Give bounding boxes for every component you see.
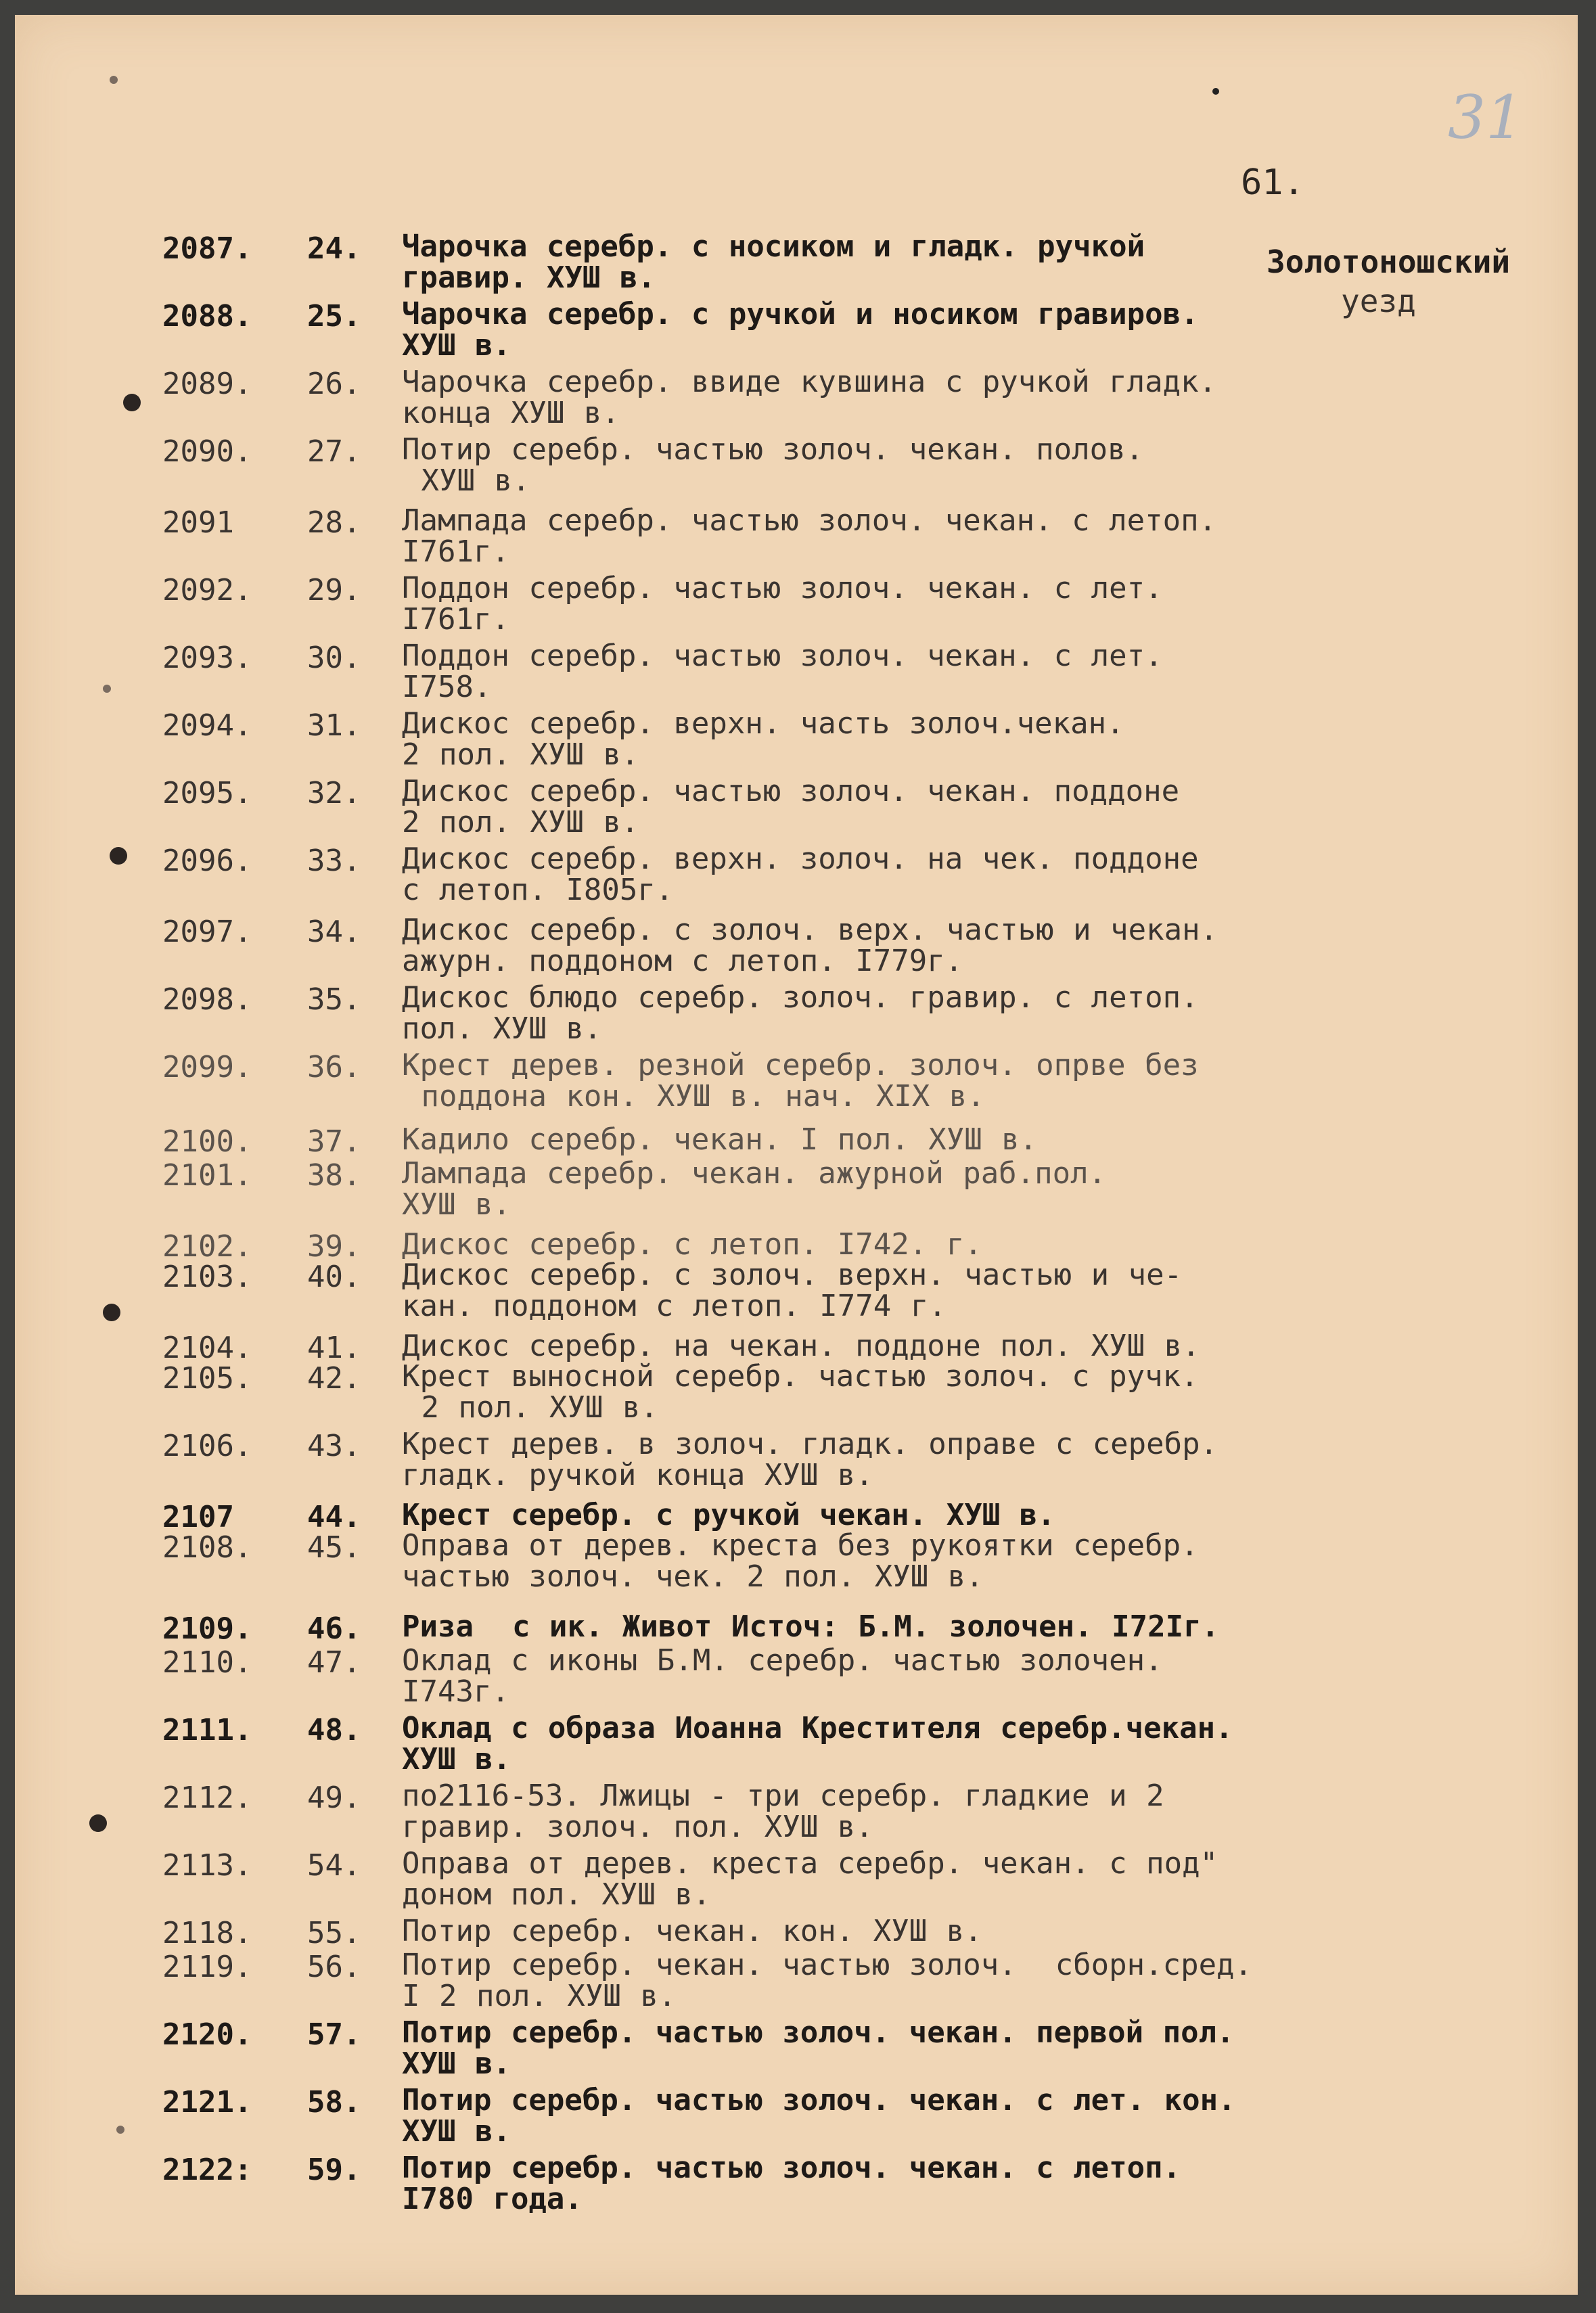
item-description: Дискос серебр. на чекан. поддоне пол. ХУШ в. [402, 1329, 1200, 1363]
item-number: 30. [307, 641, 361, 675]
inventory-number: 2096. [162, 844, 252, 878]
item-number: 54. [307, 1848, 361, 1883]
item-number: 42. [307, 1361, 361, 1396]
item-number: 29. [307, 573, 361, 608]
inventory-number: 2118. [162, 1916, 252, 1950]
item-number: 25. [307, 299, 361, 334]
inventory-row [15, 1530, 1578, 1598]
inventory-row [15, 708, 1578, 776]
item-number: 39. [307, 1229, 361, 1264]
item-description: Дискос серебр. верхн. золоч. на чек. поддоне с летоп. I805г. [402, 842, 1199, 907]
item-description: Дискос серебр. с золоч. верх. частью и чекан. ажурн. поддоном с летоп. I779г. [402, 913, 1218, 978]
inventory-number: 2109. [162, 1611, 252, 1646]
item-description: Потир серебр. частью золоч. чекан. с лет. кон. ХУШ в. [402, 2083, 1236, 2149]
item-description: Дискос серебр. с летоп. I742. г. [402, 1227, 982, 1262]
item-description: Чарочка серебр. с ручкой и носиком гравиров. ХУШ в. [402, 297, 1199, 363]
punch-hole [110, 847, 127, 865]
inventory-number: 2088. [162, 299, 252, 334]
inventory-number: 2102. [162, 1229, 252, 1264]
item-description: Оправа от дерев. креста без рукоятки серебр. частью золоч. чек. 2 пол. ХУШ в. [402, 1528, 1199, 1594]
item-number: 27. [307, 434, 361, 469]
inventory-row [15, 1848, 1578, 1916]
paper-speck [103, 685, 111, 693]
archive-page-number: 31 [1448, 83, 1524, 152]
document-page [15, 15, 1578, 2295]
item-number: 48. [307, 1713, 361, 1747]
item-description: Дискос серебр. частью золоч. чекан. поддоне 2 пол. ХУШ в. [402, 774, 1180, 840]
inventory-number: 2097. [162, 915, 252, 949]
inventory-number: 2092. [162, 573, 252, 608]
inventory-number: 2103. [162, 1260, 252, 1294]
inventory-number: 2099. [162, 1050, 252, 1084]
item-number: 35. [307, 982, 361, 1017]
item-description: Чарочка серебр. с носиком и гладк. ручкой гравир. ХУШ в. [402, 229, 1145, 295]
item-description: Потир серебр. частью золоч. чекан. полов. ХУШ в. [402, 432, 1144, 498]
item-description: Потир серебр. частью золоч. чекан. с летоп. I780 года. [402, 2151, 1181, 2216]
item-number: 56. [307, 1950, 361, 1984]
punch-hole [123, 394, 141, 411]
ink-dot [1212, 88, 1219, 95]
inventory-row [15, 1260, 1578, 1327]
inventory-row [15, 1950, 1578, 2017]
inventory-row [15, 2017, 1578, 2085]
inventory-number: 2090. [162, 434, 252, 469]
inventory-number: 2111. [162, 1713, 252, 1747]
inventory-number: 2100. [162, 1124, 252, 1159]
inventory-row [15, 2085, 1578, 2153]
item-description: Поддон серебр. частью золоч. чекан. с лет. I758. [402, 639, 1163, 704]
item-number: 26. [307, 367, 361, 401]
district-name: Золотоношский [1267, 244, 1511, 280]
inventory-row [15, 434, 1578, 502]
item-number: 45. [307, 1530, 361, 1565]
item-description: Потир серебр. чекан. частью золоч. сборн.сред. I 2 пол. ХУШ в. [402, 1948, 1253, 2013]
inventory-row [15, 1050, 1578, 1118]
inventory-row [15, 1713, 1578, 1781]
item-number: 46. [307, 1611, 361, 1646]
inventory-row [15, 1429, 1578, 1496]
item-description: Крест дерев. в золоч. гладк. оправе с серебр. гладк. ручкой конца ХУШ в. [402, 1427, 1218, 1492]
item-number: 24. [307, 231, 361, 266]
item-description: Потир серебр. частью золоч. чекан. первой пол. ХУШ в. [402, 2015, 1235, 2081]
item-description: по2116-53. Лжицы - три серебр. гладкие и 2 гравир. золоч. пол. ХУШ в. [402, 1779, 1164, 1844]
item-description: Потир серебр. чекан. кон. ХУШ в. [402, 1914, 982, 1948]
item-number: 32. [307, 776, 361, 810]
inventory-number: 2113. [162, 1848, 252, 1883]
inventory-number: 2093. [162, 641, 252, 675]
inventory-number: 2094. [162, 708, 252, 743]
item-number: 47. [307, 1645, 361, 1680]
item-number: 36. [307, 1050, 361, 1084]
inventory-number: 2108. [162, 1530, 252, 1565]
inventory-row [15, 915, 1578, 982]
inventory-number: 2120. [162, 2017, 252, 2052]
inventory-row [15, 641, 1578, 708]
item-description: Кадило серебр. чекан. I пол. ХУШ в. [402, 1122, 1038, 1157]
item-description: Чарочка серебр. ввиде кувшина с ручкой гладк. конца ХУШ в. [402, 365, 1217, 430]
inventory-row [15, 982, 1578, 1050]
punch-hole [103, 1304, 120, 1321]
inventory-number: 2095. [162, 776, 252, 810]
inventory-row [15, 1158, 1578, 1226]
paper-speck [110, 76, 118, 84]
item-number: 59. [307, 2153, 361, 2187]
item-number: 43. [307, 1429, 361, 1463]
item-number: 58. [307, 2085, 361, 2120]
item-number: 49. [307, 1781, 361, 1815]
inventory-number: 2104. [162, 1331, 252, 1365]
inventory-row [15, 844, 1578, 911]
item-number: 28. [307, 505, 361, 540]
item-number: 41. [307, 1331, 361, 1365]
paper-speck [116, 2126, 124, 2134]
district-sub: уезд [1341, 283, 1416, 319]
item-number: 55. [307, 1916, 361, 1950]
inventory-number: 2101. [162, 1158, 252, 1193]
item-description: Оклад с образа Иоанна Крестителя серебр.чекан. ХУШ в. [402, 1711, 1233, 1777]
item-description: Дискос блюдо серебр. золоч. гравир. с летоп. пол. ХУШ в. [402, 980, 1199, 1046]
item-description: Крест серебр. с ручкой чекан. ХУШ в. [402, 1498, 1055, 1532]
item-description: Лампада серебр. чекан. ажурной раб.пол. ХУШ в. [402, 1156, 1107, 1222]
item-description: Оправа от дерев. креста серебр. чекан. с под" доном пол. ХУШ в. [402, 1846, 1218, 1912]
item-number: 34. [307, 915, 361, 949]
inventory-row [15, 1645, 1578, 1713]
item-description: Дискос серебр. с золоч. верхн. частью и че- кан. поддоном с летоп. I774 г. [402, 1258, 1183, 1323]
inventory-number: 2122: [162, 2153, 252, 2187]
item-description: Дискос серебр. верхн. часть золоч.чекан. 2 пол. ХУШ в. [402, 706, 1124, 772]
inventory-number: 2091 [162, 505, 234, 540]
inventory-number: 2089. [162, 367, 252, 401]
item-number: 40. [307, 1260, 361, 1294]
item-number: 57. [307, 2017, 361, 2052]
item-description: Лампада серебр. частью золоч. чекан. с летоп. I761г. [402, 503, 1217, 569]
item-number: 37. [307, 1124, 361, 1159]
inventory-number: 2107 [162, 1500, 234, 1534]
inventory-number: 2121. [162, 2085, 252, 2120]
item-number: 33. [307, 844, 361, 878]
inventory-number: 2110. [162, 1645, 252, 1680]
inventory-number: 2119. [162, 1950, 252, 1984]
inventory-number: 2098. [162, 982, 252, 1017]
item-number: 31. [307, 708, 361, 743]
inventory-row [15, 299, 1578, 367]
item-description: Крест выносной серебр. частью золоч. с ручк. 2 пол. ХУШ в. [402, 1359, 1199, 1425]
inventory-row [15, 231, 1578, 299]
page-number: 61. [1241, 162, 1304, 203]
item-number: 38. [307, 1158, 361, 1193]
inventory-row [15, 2153, 1578, 2220]
item-number: 44. [307, 1500, 361, 1534]
inventory-number: 2105. [162, 1361, 252, 1396]
inventory-row [15, 1361, 1578, 1429]
inventory-number: 2112. [162, 1781, 252, 1815]
inventory-number: 2087. [162, 231, 252, 266]
item-description: Риза с ик. Живот Источ: Б.М. золочен. I72Iг. [402, 1609, 1220, 1644]
inventory-row [15, 1781, 1578, 1848]
inventory-row [15, 367, 1578, 434]
inventory-number: 2106. [162, 1429, 252, 1463]
punch-hole [89, 1814, 107, 1832]
item-description: Крест дерев. резной серебр. золоч. опрве без поддона кон. ХУШ в. нач. XIX в. [402, 1048, 1199, 1114]
inventory-row [15, 776, 1578, 844]
inventory-row [15, 573, 1578, 641]
item-description: Поддон серебр. частью золоч. чекан. с лет. I761г. [402, 571, 1163, 637]
item-description: Оклад с иконы Б.М. серебр. частью золочен. I743г. [402, 1643, 1163, 1709]
inventory-row [15, 505, 1578, 573]
